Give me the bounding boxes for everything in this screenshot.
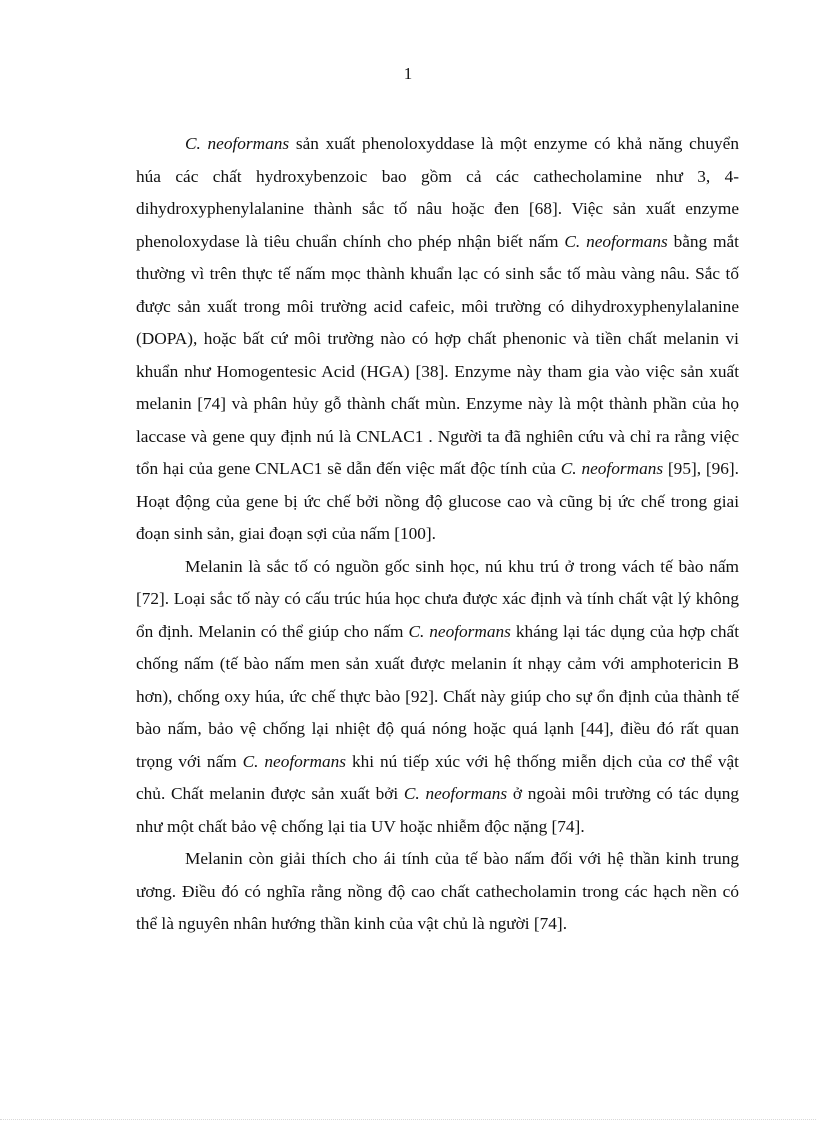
page-number: 1 <box>403 64 413 83</box>
species-name: C. neoformans <box>408 621 511 641</box>
paragraph-melanin-function <box>136 551 739 844</box>
species-name: C. neoformans <box>560 459 664 478</box>
text-run: kháng lại tác dụng của hợp chất chống nấm (tế bào nấm men sản xuất được melanin ít nhạy cảm với amphotericin B hơn), chống oxy húa, ức chế thực bào [92]. Chất này giúp cho sự ổn định của thành tế bào nấm, bảo vệ chống lại nhiệt độ quá nóng hoặc quá lạnh [44], điều đó rất quan trọng với nấm <box>136 621 739 771</box>
text-run: Melanin là sắc tố có nguồn gốc sinh học, nú khu trú ở trong vách tế bào nấm [72]. Loại sắc tố này có cấu trúc húa học chưa được xác định và tính chất vật lý không ổn định. Melanin có thể giúp cho nấm <box>136 556 739 641</box>
text-run: Melanin còn giải thích cho ái tính của tế bào nấm đối với hệ thần kinh trung ương. Điều đó có nghĩa rằng nồng độ cao chất cathecholamin trong các hạch nền có thể là nguyên nhân hướng thần kinh của vật chủ là người [74]. <box>136 849 739 933</box>
paragraph-neurotropism <box>136 843 739 941</box>
species-name: C. neoformans <box>403 784 508 803</box>
text-run: [95], [96]. Hoạt động của gene bị ức chế bởi nồng độ glucose cao và cũng bị ức chế trong giai đoạn sinh sản, giai đoạn sợi của nấm [100]. <box>136 459 739 543</box>
text-run: sản xuất phenoloxyddase là một enzyme có khả năng chuyển húa các chất hydroxybenzoic bao gồm cả các cathecholamine như 3, 4-dihydroxyphenylalanine thành sắc tố nâu hoặc đen [68]. Việc sản xuất enzyme phenoloxydase là tiêu chuẩn chính cho phép nhận biết nấm <box>136 134 739 251</box>
species-name: C. neoformans <box>564 231 668 251</box>
page-bottom-rule <box>0 1119 816 1120</box>
species-name: C. neoformans <box>242 751 347 771</box>
paragraph-laccase-enzyme <box>136 128 739 551</box>
text-run: ở ngoài môi trường có tác dụng như một chất bảo vệ chống lại tia UV hoặc nhiễm độc nặng [74]. <box>136 784 739 836</box>
species-name: C. neoformans <box>185 134 290 153</box>
text-run: bằng mắt thường vì trên thực tế nấm mọc thành khuẩn lạc có sinh sắc tố màu vàng nâu. Sắc tố được sản xuất trong môi trường acid cafeic, môi trường có dihydroxyphenylalanine (DOPA), hoặc bất cứ môi trường nào có hợp chất phenonic và tiền chất melanin vi khuẩn như Homogentesic Acid (HGA) [38]. Enzyme này tham gia vào việc sản xuất melanin [74] và phân hủy gỗ thành chất mùn. Enzyme này là một thành phần của họ laccase và gene quy định nú là CNLAC1 . Người ta đã nghiên cứu và chỉ ra rằng việc tổn hại của gene CNLAC1 sẽ dẫn đến việc mất độc tính của <box>136 231 739 478</box>
document-body <box>136 128 739 941</box>
text-run: khi nú tiếp xúc với hệ thống miễn dịch của cơ thể vật chủ. Chất melanin được sản xuất bởi <box>136 751 739 803</box>
